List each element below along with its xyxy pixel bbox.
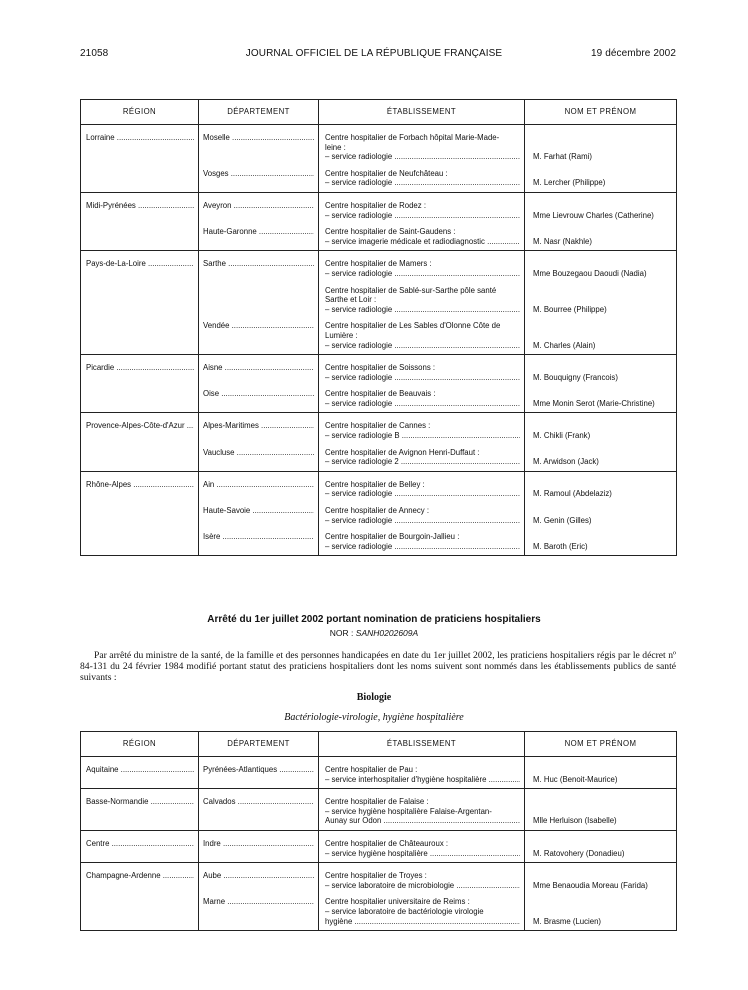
table-row (81, 413, 677, 471)
spacer (533, 321, 672, 331)
department-cell (199, 192, 319, 250)
department-cell (199, 355, 319, 413)
department-name: Aisne ..... (203, 363, 314, 373)
column-header: NOM ET PRÉNOM (525, 732, 677, 757)
spacer (325, 279, 520, 286)
table-row (81, 192, 677, 250)
column-header: ÉTABLISSEMENT (319, 732, 525, 757)
spacer (533, 506, 672, 516)
practitioner-name: Mlle Herluison (Isabelle) (533, 816, 617, 826)
spacer (203, 775, 314, 785)
department-cell (199, 413, 319, 471)
spacer (533, 499, 672, 506)
establishment-line: – service imagerie médicale et radiodiagnostic ..... (325, 237, 520, 247)
department-cell (199, 251, 319, 355)
spacer (533, 797, 672, 807)
establishment-line: Centre hospitalier de Soissons : (325, 363, 436, 373)
spacer (325, 499, 520, 506)
department-name: Alpes-Maritimes ..... (203, 421, 314, 431)
spacer (533, 382, 672, 389)
spacer (203, 457, 314, 467)
establishment-line: Centre hospitalier de Neufchâteau : (325, 168, 448, 178)
spacer (203, 162, 314, 169)
table-row (81, 863, 677, 931)
column-header: RÉGION (81, 100, 199, 125)
column-header: DÉPARTEMENT (199, 732, 319, 757)
spacer (533, 807, 672, 817)
spacer (325, 162, 520, 169)
establishment-line: Centre hospitalier de Pau : (325, 765, 418, 774)
region-name: Picardie ..... (86, 363, 194, 373)
establishment-line: – service radiologie ..... (325, 489, 520, 499)
establishment-line: Centre hospitalier de Forbach hôpital Marie-Made- (325, 133, 500, 142)
spacer (203, 917, 314, 927)
region-cell (81, 471, 199, 556)
table-row (81, 757, 677, 789)
practitioner-name: M. Arwidson (Jack) (533, 457, 599, 467)
establishment-line: Lumière : (325, 330, 358, 340)
department-cell (199, 125, 319, 193)
issue-date: 19 décembre 2002 (591, 48, 676, 59)
establishment-line: Centre hospitalier de Cannes : (325, 421, 431, 431)
header-row (81, 732, 677, 757)
practitioner-name: M. Chikli (Frank) (533, 431, 591, 441)
department-name: Calvados ..... (203, 797, 314, 807)
name-cell (525, 125, 677, 193)
spacer (533, 314, 672, 321)
column-header: NOM ET PRÉNOM (525, 100, 677, 125)
spacer (325, 314, 520, 321)
region-cell (81, 125, 199, 193)
spacer (533, 839, 672, 849)
spacer (203, 907, 314, 917)
header-row (81, 100, 677, 125)
practitioner-name: M. Baroth (Eric) (533, 541, 588, 551)
establishment-line: Centre hospitalier de Troyes : (325, 871, 427, 881)
establishment-line: – service radiologie ..... (325, 305, 520, 315)
arrete-title: Arrêté du 1er juillet 2002 portant nomination de praticiens hospitaliers (207, 614, 541, 625)
page-number: 21058 (80, 48, 109, 59)
spacer (203, 211, 314, 221)
establishment-line: – service radiologie ..... (325, 516, 520, 526)
establishment-cell (319, 251, 525, 355)
department-cell (199, 789, 319, 831)
spacer (533, 259, 672, 269)
spacer (203, 143, 314, 153)
arrete-paragraph: Par arrêté du ministre de la santé, de la famille et des personnes handicapées en date du 1er juillet 2002, les praticiens hospitaliers régis par le décret nº 84-131 du 24 février 1984 modifié portant statut des praticiens hospitaliers dont les noms suivent sont nommés dans les établissements publics de santé suivants : (80, 650, 676, 683)
establishment-line: Centre hospitalier de Saint-Gaudens : (325, 227, 456, 237)
spacer (203, 807, 314, 817)
establishment-line: Centre hospitalier de Sablé-sur-Sarthe pôle santé (325, 285, 497, 295)
practitioner-name: M. Bourree (Philippe) (533, 304, 607, 314)
name-cell (525, 789, 677, 831)
establishment-line: – service hygiène hospitalière Falaise-Argentan- (325, 806, 492, 816)
spacer (203, 331, 314, 341)
practitioner-name: M. Huc (Benoit-Maurice) (533, 774, 618, 784)
region-cell (81, 355, 199, 413)
spacer (325, 382, 520, 389)
department-name: Marne ..... (203, 897, 314, 907)
establishment-line: – service radiologie 2 ..... (325, 457, 520, 467)
spacer (533, 169, 672, 179)
spacer (203, 849, 314, 859)
practitioner-name: Mme Monin Serot (Marie-Christine) (533, 398, 655, 408)
establishment-line: Centre hospitalier de Mamers : (325, 259, 432, 269)
column-header: RÉGION (81, 732, 199, 757)
establishment-line: Aunay sur Odon ..... (325, 816, 520, 826)
radiology-table (80, 99, 677, 556)
spacer (203, 279, 314, 286)
nor-value: SANH0202609A (355, 628, 419, 638)
establishment-line: Centre hospitalier de Beauvais : (325, 389, 436, 399)
practitioner-name: M. Genin (Gilles) (533, 515, 592, 525)
establishment-line: – service laboratoire de bactériologie virologie (325, 906, 484, 916)
establishment-line: – service radiologie B ..... (325, 431, 520, 441)
journal-title: JOURNAL OFFICIEL DE LA RÉPUBLIQUE FRANÇAISE (245, 48, 503, 59)
spacer (203, 499, 314, 506)
nor-label: NOR : (329, 628, 354, 638)
establishment-line: – service laboratoire de microbiologie ..... (325, 881, 520, 891)
name-cell (525, 251, 677, 355)
spacer (533, 162, 672, 169)
establishment-cell (319, 830, 525, 862)
spacer (203, 489, 314, 499)
practitioner-name: M. Farhat (Rami) (533, 152, 592, 162)
establishment-cell (319, 863, 525, 931)
department-name (203, 286, 314, 296)
spacer (533, 448, 672, 458)
table-row (81, 471, 677, 556)
establishment-line: Centre hospitalier de Avignon Henri-Duffaut : (325, 447, 480, 457)
column-header: ÉTABLISSEMENT (319, 100, 525, 125)
spacer (533, 890, 672, 897)
establishment-cell (319, 471, 525, 556)
spacer (203, 542, 314, 552)
spacer (533, 532, 672, 542)
spacer (533, 525, 672, 532)
table-row (81, 125, 677, 193)
table-row (81, 830, 677, 862)
region-cell (81, 192, 199, 250)
establishment-line: – service radiologie ..... (325, 373, 520, 383)
establishment-line: – service radiologie ..... (325, 152, 520, 162)
name-cell (525, 471, 677, 556)
subsection-heading: Bactériologie-virologie, hygiène hospitalière (284, 712, 464, 723)
spacer (533, 227, 672, 237)
department-name: Haute-Savoie ..... (203, 506, 314, 516)
practitioner-name: Mme Benaoudia Moreau (Farida) (533, 880, 648, 890)
establishment-line: – service radiologie ..... (325, 269, 520, 279)
spacer (533, 765, 672, 775)
spacer (533, 295, 672, 305)
establishment-line: – service radiologie ..... (325, 542, 520, 552)
establishment-line: – service radiologie ..... (325, 399, 520, 409)
spacer (533, 220, 672, 227)
spacer (325, 441, 520, 448)
practitioner-name: M. Ramoul (Abdelaziz) (533, 489, 612, 499)
nor-reference (0, 628, 748, 638)
department-name: Vosges ..... (203, 169, 314, 179)
spacer (203, 816, 314, 826)
establishment-line: – service radiologie ..... (325, 211, 520, 221)
department-name: Ain ..... (203, 480, 314, 490)
column-header: DÉPARTEMENT (199, 100, 319, 125)
region-name: Lorraine ..... (86, 133, 194, 143)
region-cell (81, 830, 199, 862)
spacer (203, 314, 314, 321)
name-cell (525, 863, 677, 931)
spacer (203, 152, 314, 162)
spacer (203, 525, 314, 532)
spacer (203, 220, 314, 227)
department-name: Isère ..... (203, 532, 314, 542)
establishment-line: Centre hospitalier de Les Sables d'Olonne Côte de (325, 321, 501, 331)
establishment-line: – service radiologie ..... (325, 178, 520, 188)
spacer (325, 220, 520, 227)
spacer (203, 269, 314, 279)
department-cell (199, 863, 319, 931)
practitioner-name: M. Charles (Alain) (533, 340, 596, 350)
spacer (203, 399, 314, 409)
department-name: Moselle ..... (203, 133, 314, 143)
region-name: Rhône-Alpes ..... (86, 480, 194, 490)
name-cell (525, 192, 677, 250)
spacer (203, 516, 314, 526)
department-name: Aube ..... (203, 871, 314, 881)
establishment-line: leine : (325, 142, 346, 152)
spacer (533, 331, 672, 341)
establishment-line: Centre hospitalier universitaire de Reims : (325, 897, 470, 907)
practitioner-name: Mme Bouzegaou Daoudi (Nadia) (533, 268, 647, 278)
establishment-cell (319, 192, 525, 250)
spacer (203, 441, 314, 448)
spacer (325, 525, 520, 532)
department-name: Indre ..... (203, 839, 314, 849)
practitioner-name: M. Nasr (Nakhle) (533, 236, 592, 246)
spacer (533, 907, 672, 917)
name-cell (525, 757, 677, 789)
practitioner-name: Mme Lievrouw Charles (Catherine) (533, 210, 654, 220)
region-name: Midi-Pyrénées ..... (86, 201, 194, 211)
table-row (81, 789, 677, 831)
establishment-cell (319, 757, 525, 789)
spacer (203, 237, 314, 247)
establishment-line: Centre hospitalier de Belley : (325, 479, 425, 489)
spacer (203, 305, 314, 315)
table-row (81, 251, 677, 355)
spacer (533, 421, 672, 431)
spacer (203, 295, 314, 305)
department-name: Vendée ..... (203, 321, 314, 331)
practitioner-name: M. Lercher (Philippe) (533, 178, 606, 188)
establishment-line: – service radiologie ..... (325, 341, 520, 351)
spacer (203, 341, 314, 351)
department-name: Aveyron ..... (203, 201, 314, 211)
name-cell (525, 413, 677, 471)
spacer (203, 431, 314, 441)
department-name: Pyrénées-Atlantiques ..... (203, 765, 314, 775)
region-name: Basse-Normandie ..... (86, 797, 194, 807)
department-name: Sarthe ..... (203, 259, 314, 269)
spacer (533, 143, 672, 153)
establishment-line: – service interhospitalier d'hygiène hospitalière ..... (325, 775, 520, 785)
department-name: Haute-Garonne ..... (203, 227, 314, 237)
establishment-cell (319, 413, 525, 471)
region-cell (81, 863, 199, 931)
region-cell (81, 251, 199, 355)
spacer (533, 279, 672, 286)
establishment-line: Centre hospitalier de Rodez : (325, 200, 426, 210)
establishment-cell (319, 789, 525, 831)
name-cell (525, 830, 677, 862)
spacer (533, 286, 672, 296)
section-heading: Biologie (356, 692, 392, 703)
practitioner-name: M. Ratovohery (Donadieu) (533, 848, 625, 858)
table-row (81, 355, 677, 413)
spacer (203, 373, 314, 383)
department-name: Vaucluse ..... (203, 448, 314, 458)
spacer (533, 389, 672, 399)
department-cell (199, 757, 319, 789)
spacer (533, 480, 672, 490)
establishment-line: Centre hospitalier de Châteauroux : (325, 838, 449, 848)
spacer (203, 890, 314, 897)
spacer (533, 201, 672, 211)
department-name: Oise ..... (203, 389, 314, 399)
region-cell (81, 789, 199, 831)
practitioner-name: M. Brasme (Lucien) (533, 916, 602, 926)
spacer (203, 178, 314, 188)
spacer (533, 363, 672, 373)
spacer (203, 382, 314, 389)
biology-table (80, 731, 677, 931)
establishment-cell (319, 125, 525, 193)
spacer (533, 871, 672, 881)
region-name: Provence-Alpes-Côte-d'Azur ..... (86, 421, 194, 431)
establishment-line: hygiène ..... (325, 917, 520, 927)
spacer (533, 897, 672, 907)
spacer (533, 441, 672, 448)
establishment-line: – service hygiène hospitalière ..... (325, 849, 520, 859)
establishment-line: Centre hospitalier de Falaise : (325, 797, 429, 807)
department-cell (199, 471, 319, 556)
department-cell (199, 830, 319, 862)
region-name: Pays-de-La-Loire ..... (86, 259, 194, 269)
region-name: Champagne-Ardenne ..... (86, 871, 194, 881)
establishment-cell (319, 355, 525, 413)
establishment-line: Centre hospitalier de Annecy : (325, 506, 430, 516)
practitioner-name: M. Bouquigny (Francois) (533, 372, 618, 382)
establishment-line: Centre hospitalier de Bourgoin-Jallieu : (325, 532, 460, 542)
spacer (325, 890, 520, 897)
region-name: Centre ..... (86, 839, 194, 849)
name-cell (525, 355, 677, 413)
spacer (533, 133, 672, 143)
spacer (203, 881, 314, 891)
region-cell (81, 413, 199, 471)
region-cell (81, 757, 199, 789)
establishment-line: Sarthe et Loir : (325, 295, 377, 305)
region-name: Aquitaine ..... (86, 765, 194, 775)
